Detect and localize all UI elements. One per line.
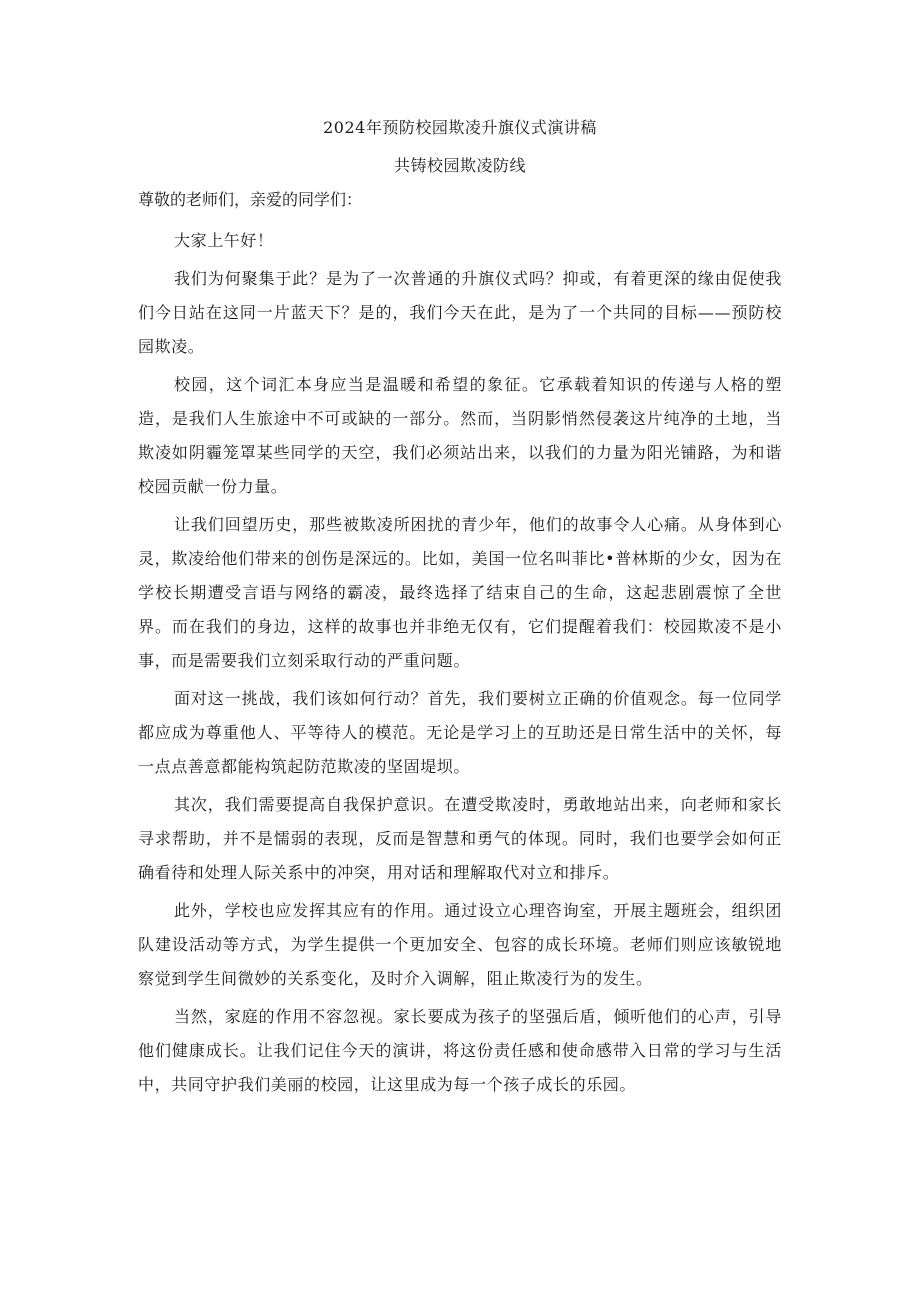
paragraph-family-role: 当然，家庭的作用不容忽视。家长要成为孩子的坚强后盾，倾听他们的心声，引导他们健康成长。让我们记住今天的演讲，将这份责任感和使命感带入日常的学习与生活中，共同守护我们美丽的校园，让这里成为每一个孩子成长的乐园。: [138, 1007, 782, 1094]
speech-body: [138, 224, 782, 1106]
salutation: 尊敬的老师们，亲爱的同学们：: [138, 190, 363, 209]
document-subtitle: 共铸校园欺凌防线: [393, 156, 526, 175]
paragraph-history: 让我们回望历史，那些被欺凌所困扰的青少年，他们的故事令人心痛。从身体到心灵，欺凌给他们带来的创伤是深远的。比如，美国一位名叫菲比•普林斯的少女，因为在学校长期遭受言语与网络的霸凌，最终选择了结束自己的生命，这起悲剧震惊了全世界。而在我们的身边，这样的故事也并非绝无仅有，它们提醒着我们：校园欺凌不是小事，而是需要我们立刻采取行动的严重问题。: [138, 515, 782, 670]
paragraph-school-role: 此外，学校也应发挥其应有的作用。通过设立心理咨询室，开展主题班会，组织团队建设活动等方式，为学生提供一个更加安全、包容的成长环境。老师们则应该敏锐地察觉到学生间微妙的关系变化，及时介入调解，阻止欺凌行为的发生。: [138, 901, 782, 988]
paragraph-intro: 我们为何聚集于此？是为了一次普通的升旗仪式吗？抑或，有着更深的缘由促使我们今日站在这同一片蓝天下？是的，我们今天在此，是为了一个共同的目标——预防校园欺凌。: [138, 269, 782, 356]
paragraph-greeting: 大家上午好！: [174, 231, 274, 250]
paragraph-campus: 校园，这个词汇本身应当是温暖和希望的象征。它承载着知识的传递与人格的塑造，是我们人生旅途中不可或缺的一部分。然而，当阴影悄然侵袭这片纯净的土地，当欺凌如阴霾笼罩某些同学的天空，我们必须站出来，以我们的力量为阳光铺路，为和谐校园贡献一份力量。: [138, 375, 782, 496]
paragraph-values: 面对这一挑战，我们该如何行动？首先，我们要树立正确的价值观念。每一位同学都应成为尊重他人、平等待人的模范。无论是学习上的互助还是日常生活中的关怀，每一点点善意都能构筑起防范欺凌的坚固堤坝。: [138, 689, 782, 776]
document-title: 2024年预防校园欺凌升旗仪式演讲稿: [323, 118, 597, 137]
paragraph-self-protection: 其次，我们需要提高自我保护意识。在遭受欺凌时，勇敢地站出来，向老师和家长寻求帮助，并不是懦弱的表现，反而是智慧和勇气的体现。同时，我们也要学会如何正确看待和处理人际关系中的冲突，用对话和理解取代对立和排斥。: [138, 795, 782, 882]
